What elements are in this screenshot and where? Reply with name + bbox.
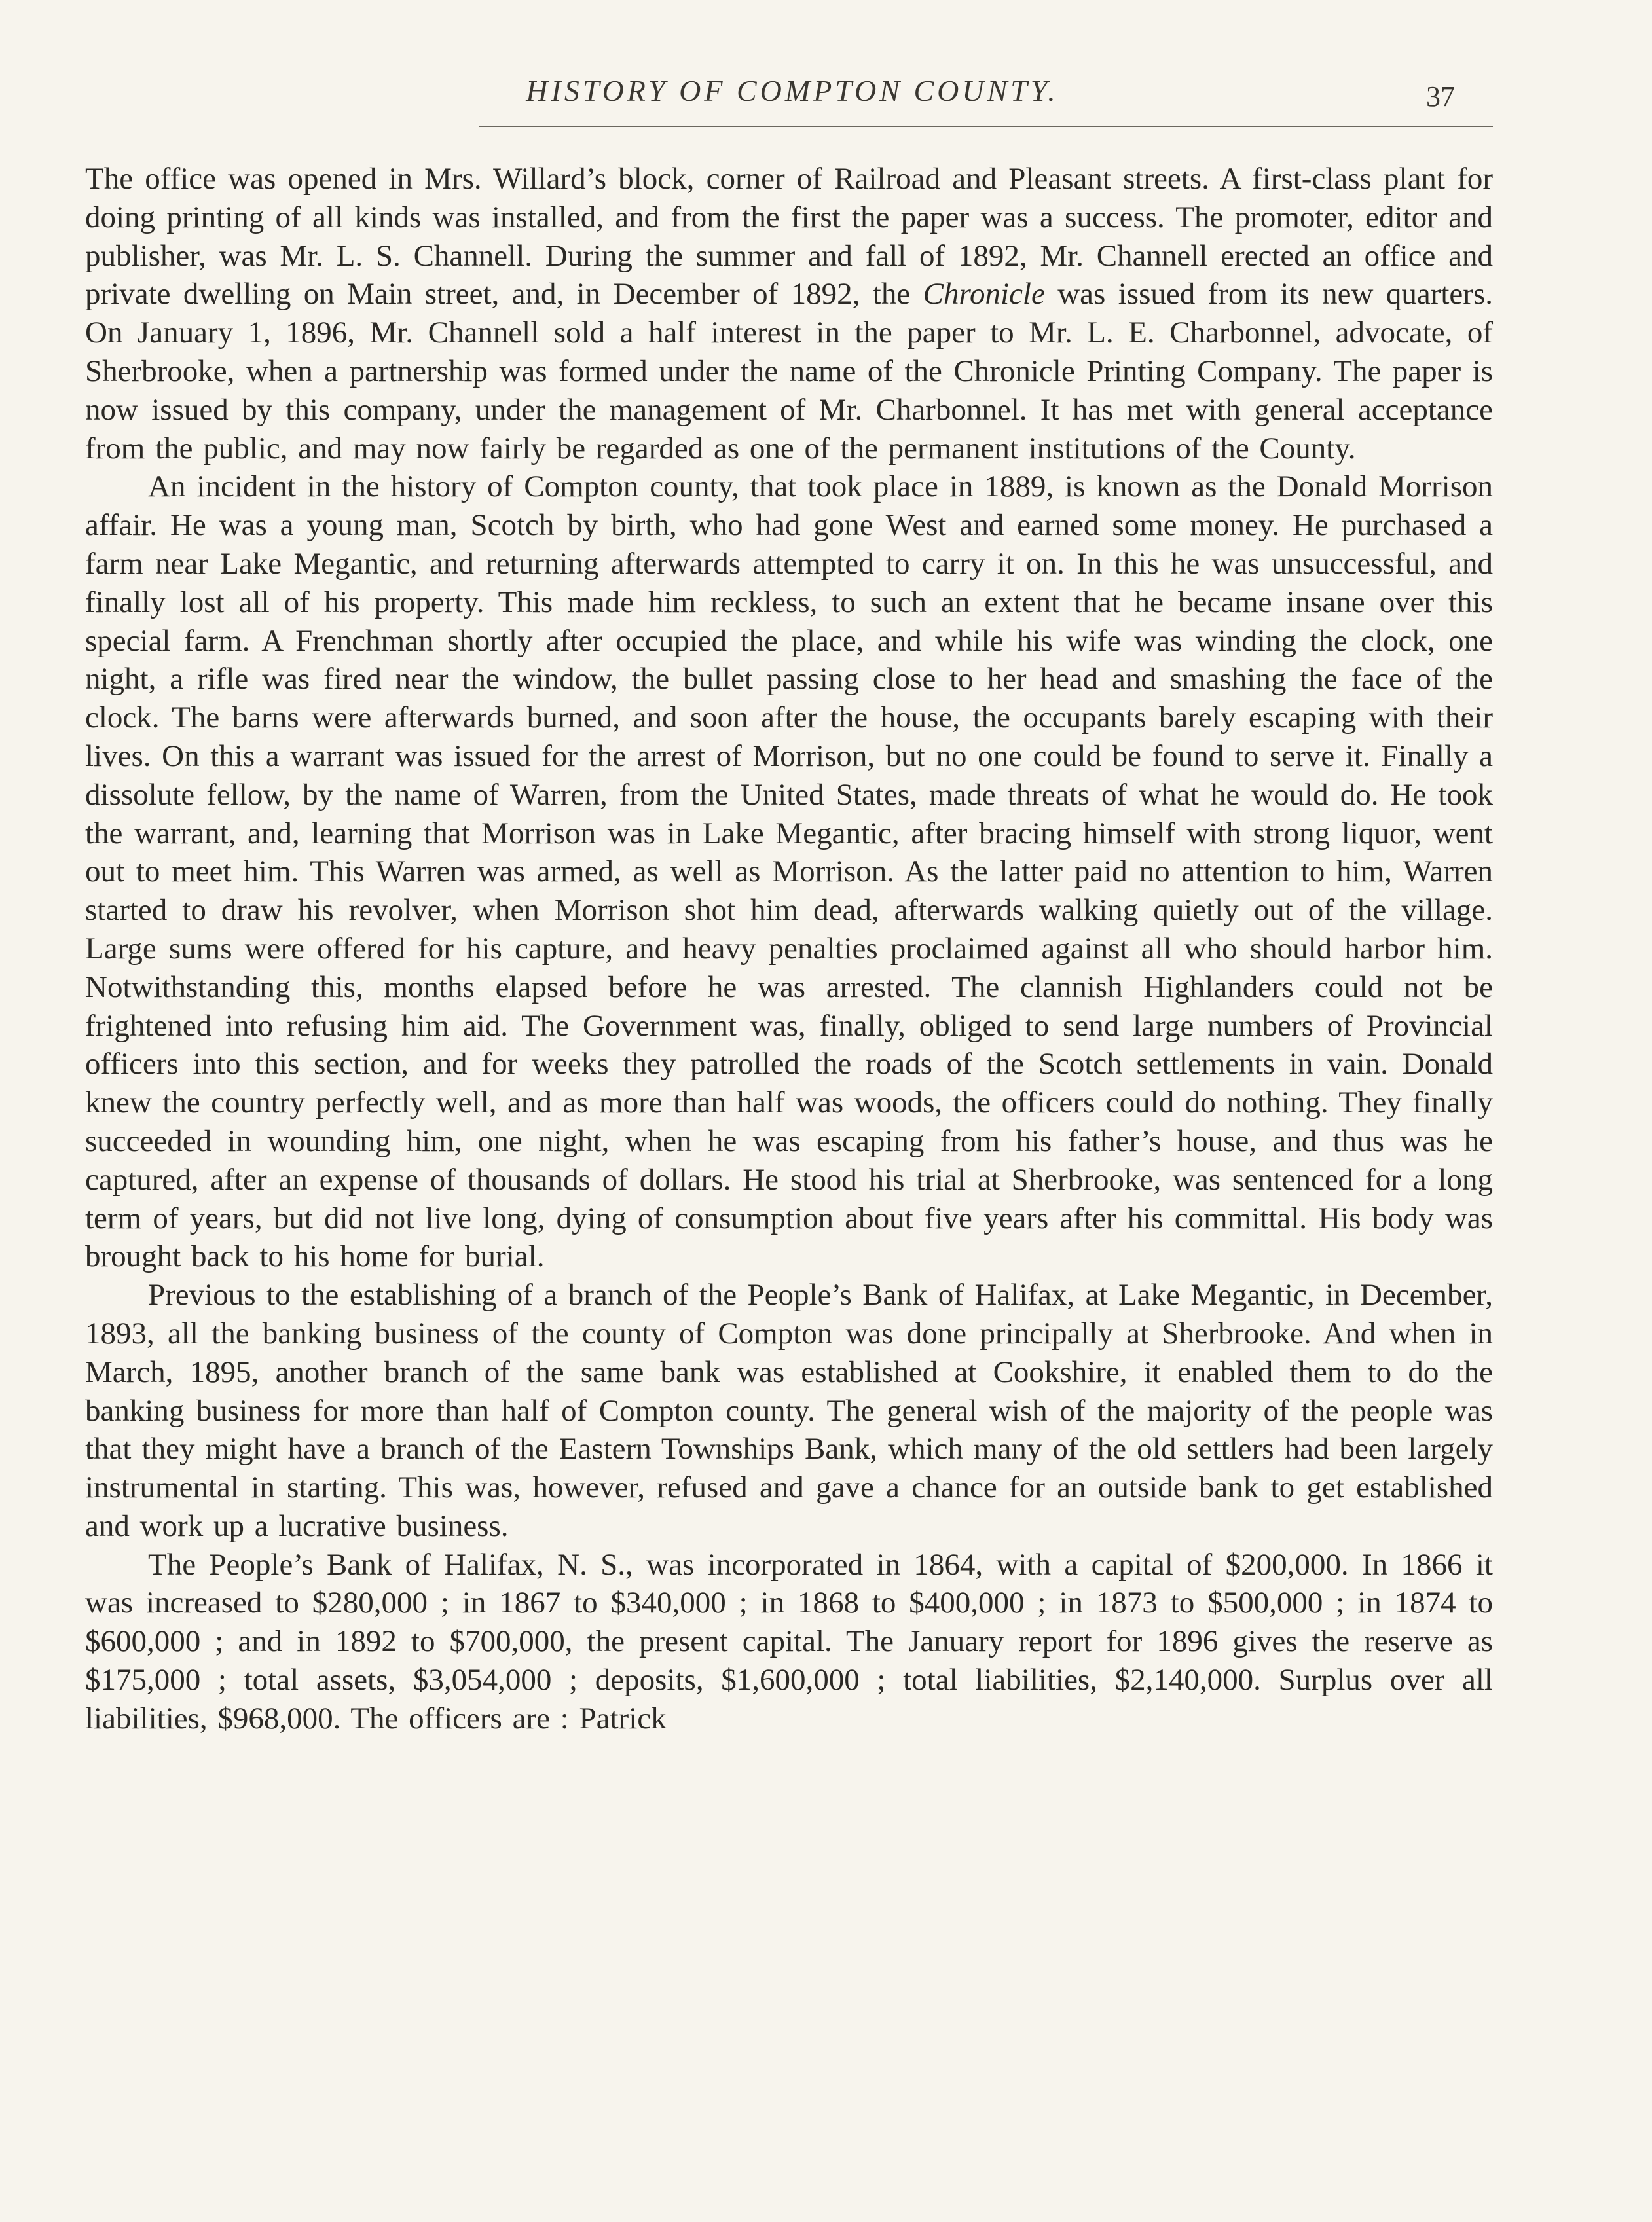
body-text (85, 160, 1493, 1738)
newspaper-title-italic: Chronicle (923, 277, 1045, 312)
header-rule (479, 126, 1493, 127)
paragraph-text: The office was opened in Mrs. Willard’s block, corner of Railroad and Pleasant streets. A first-class plant for doing printing of all kinds was installed, and from the first the paper was a success. The promoter, editor and publisher, was Mr. L. S. Channell. During the summer and fall of 1892, Mr. Channell erected an office and private dwelling on Main street, and, in December of 1892, the (85, 162, 1493, 312)
paragraph-chronicle-office (85, 160, 1493, 467)
paragraph-peoples-bank: The People’s Bank of Halifax, N. S., was incorporated in 1864, with a capital of $200,000. In 1866 it was increased to $280,000 ; in 1867 to $340,000 ; in 1868 to $400,000 ; in 1873 to $500,000 ; in 1874 to $600,000 ; and in 1892 to $700,000, the present capital. The January report for 1896 gives the reserve as $175,000 ; total assets, $3,054,000 ; deposits, $1,600,000 ; total liabilities, $2,140,000. Surplus over all liabilities, $968,000. The officers are : Patrick (85, 1547, 1493, 1736)
paragraph-banking-history: Previous to the establishing of a branch of the People’s Bank of Halifax, at Lake Megantic, in December, 1893, all the banking business of the county of Compton was done principally at Sherbrooke. And when in March, 1895, another branch of the same bank was established at Cookshire, it enabled them to do the banking business for more than half of Compton county. The general wish of the majority of the people was that they might have a branch of the Eastern Townships Bank, which many of the old settlers had been largely instrumental in starting. This was, however, refused and gave a chance for an outside bank to get established and work up a lucrative business. (85, 1278, 1493, 1543)
page-number: 37 (1426, 81, 1455, 113)
paragraph-morrison-affair: An incident in the history of Compton county, that took place in 1889, is known as the Donald Morrison affair. He was a young man, Scotch by birth, who had gone West and earned some money. He purchased a farm near Lake Megantic, and returning afterwards attempted to carry it on. In this he was unsuccessful, and finally lost all of his property. This made him reckless, to such an extent that he became insane over this special farm. A Frenchman shortly after occupied the place, and while his wife was winding the clock, one night, a rifle was fired near the window, the bullet passing close to her head and smashing the face of the clock. The barns were afterwards burned, and soon after the house, the occupants barely escaping with their lives. On this a warrant was issued for the arrest of Morrison, but no one could be found to serve it. Finally a dissolute fellow, by the name of Warren, from the United States, made threats of what he would do. He took the warrant, and, learning that Morrison was in Lake Megantic, after bracing himself with strong liquor, went out to meet him. This Warren was armed, as well as Morrison. As the latter paid no attention to him, Warren started to draw his revolver, when Morrison shot him dead, afterwards walking quietly out of the village. Large sums were offered for his capture, and heavy penalties proclaimed against all who should harbor him. Notwithstanding this, months elapsed before he was arrested. The clannish Highlanders could not be frightened into refusing him aid. The Government was, finally, obliged to send large numbers of Provincial officers into this section, and for weeks they patrolled the roads of the Scotch settlements in vain. Donald knew the country perfectly well, and as more than half was woods, the officers could do nothing. They finally succeeded in wounding him, one night, when he was escaping from his father’s house, and thus was he captured, after an expense of thousands of dollars. He stood his trial at Sherbrooke, was sentenced for a long term of years, but did not live long, dying of consumption about five years after his committal. His body was brought back to his home for burial. (85, 469, 1493, 1274)
running-title: HISTORY OF COMPTON COUNTY. (526, 74, 1059, 107)
paragraph-text: was issued from its new quarters. On January 1, 1896, Mr. Channell sold a half interest in the paper to Mr. L. E. Charbonnel, advocate, of Sherbrooke, when a partnership was formed under the name of the Chronicle Printing Company. The paper is now issued by this company, under the management of Mr. Charbonnel. It has met with general acceptance from the public, and may now fairly be regarded as one of the permanent institutions of the County. (85, 277, 1493, 465)
